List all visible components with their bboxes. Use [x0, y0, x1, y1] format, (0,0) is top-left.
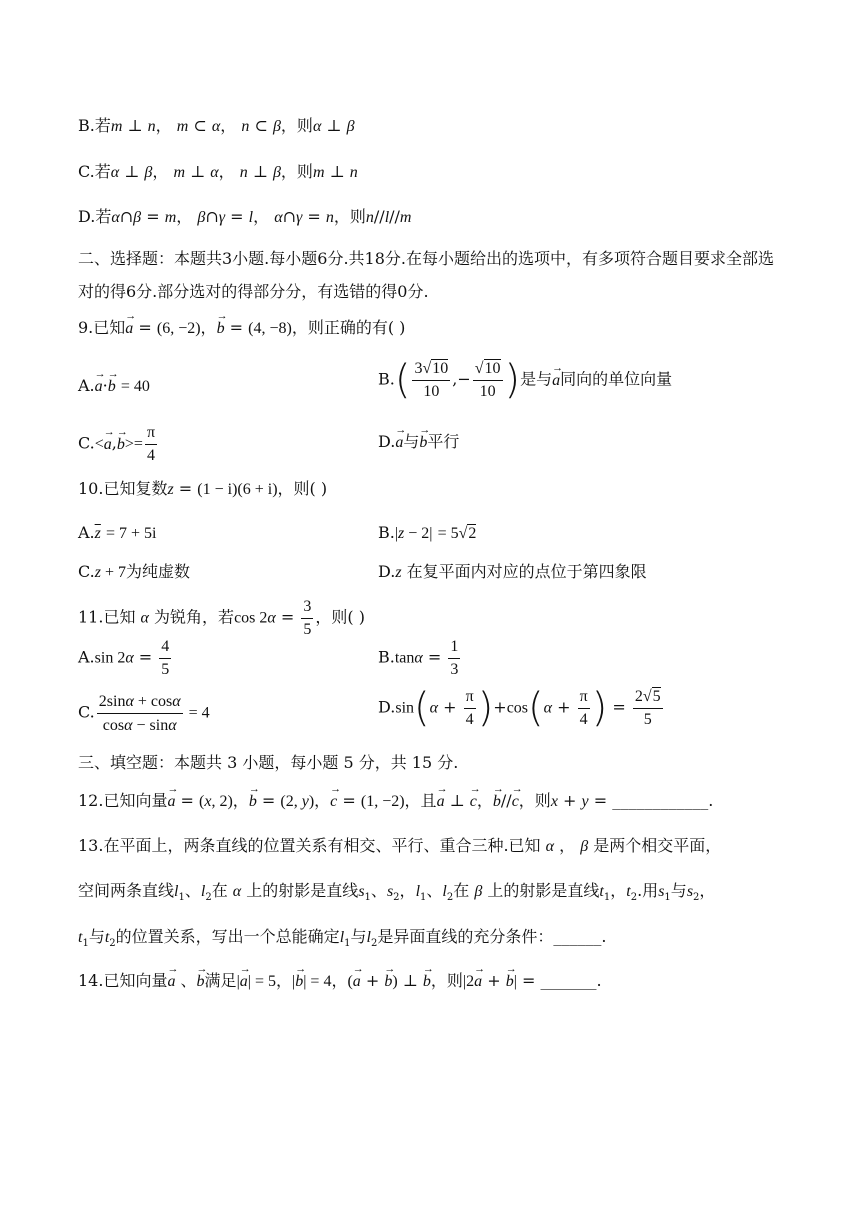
- q11-option-c: C. $\frac{2\sin\alpha + \cos\alpha}{\cos\alpha - \sin\alpha}$ = 4: [78, 693, 210, 734]
- q8-option-d: D.若α∩β = m， β∩γ = l， α∩γ = n，则n//l//m: [78, 207, 412, 226]
- q12: 12.已知向量→ a = (x, 2)，→ b = (2, y)，→ c = (1, −2)，且→ a ⊥ → c，→ b//→ c，则x + y = ____________.: [78, 793, 713, 810]
- q10-option-a: $A.\overline{z} = 7 + 5i$: [78, 523, 157, 542]
- q9-stem: 9.已知→ a = (6, −2)，→ b = (4, −8)，则正确的有( ): [78, 320, 405, 337]
- q11-option-b: B.tanα = $\frac{1}{3}$: [378, 638, 459, 678]
- q9-option-d: D.→ a与→ b平行: [378, 434, 459, 451]
- q13-line-1: 13.在平面上，两条直线的位置关系有相交、平行、重合三种.已知 α ， β 是两个相交平面，: [78, 836, 722, 855]
- q14: 14.已知向量→ a 、→ b满足|→ a| = 5，|→ b| = 4，(→ a + → b) ⊥ → b，则|2→ a + → b| = _______.: [78, 973, 602, 990]
- q9-option-b: B.( $\frac{3√10}{10}$ ,− $\frac{√10}{10}$ )是与→ a同向的单位向量: [378, 360, 672, 400]
- q12-answer-blank[interactable]: ____________.: [612, 791, 714, 810]
- section-3-header: 三、填空题：本题共 3 小题，每小题 5 分，共 15 分.: [78, 753, 459, 772]
- q10-option-d: D.z 在复平面内对应的点位于第四象限: [378, 562, 647, 581]
- q10-option-c: C.z + 7为纯虚数: [78, 562, 191, 581]
- q13-line-3: $t_1$与$t_2$的位置关系，写出一个总能确定$l_1$与$l_2$是异面直线的充分条件：______.: [78, 927, 607, 950]
- q10-option-b: B.|z − 2| = 5√2: [378, 523, 477, 542]
- q11-option-a: A.sin 2α = $\frac{4}{5}$: [78, 638, 170, 678]
- q11-option-d: D.sin(α + $\frac{\pi}{4}$ )+cos(α + $\frac{\pi}{4}$ ) = $\frac{2√5}{5}$: [378, 685, 661, 732]
- q10-stem: 10.已知复数z = (1 − i)(6 + i)，则( ): [78, 479, 328, 498]
- q8-option-b: B.若m ⊥ n， m ⊂ α， n ⊂ β，则α ⊥ β: [78, 116, 355, 135]
- q8-option-c: C.若α ⊥ β， m ⊥ α， n ⊥ β，则m ⊥ n: [78, 162, 358, 181]
- q14-answer-blank[interactable]: _______.: [540, 971, 602, 990]
- q13-line-2: 空间两条直线$l_1$、$l_2$在 α 上的射影是直线$s_1$、$s_2$，$l_1$、$l_2$在 β 上的射影是直线$t_1$，$t_2$.用$s_1$与$s_2$，: [78, 881, 716, 904]
- q11-stem: 11.已知 α 为锐角，若cos 2α = $\frac{3}{5}$ ，则( ): [78, 598, 365, 638]
- q9-option-a: A.→ a·→ b = 40: [78, 378, 150, 395]
- q9-option-c: C.<→ a,→ b>= $\frac{\pi}{4}$: [78, 424, 159, 464]
- section-2-header: 二、选择题：本题共3小题.每小题6分.共18分.在每小题给出的选项中，有多项符合题目要求全部选对的得6分.部分选对的得部分分，有选错的得0分.: [78, 249, 774, 301]
